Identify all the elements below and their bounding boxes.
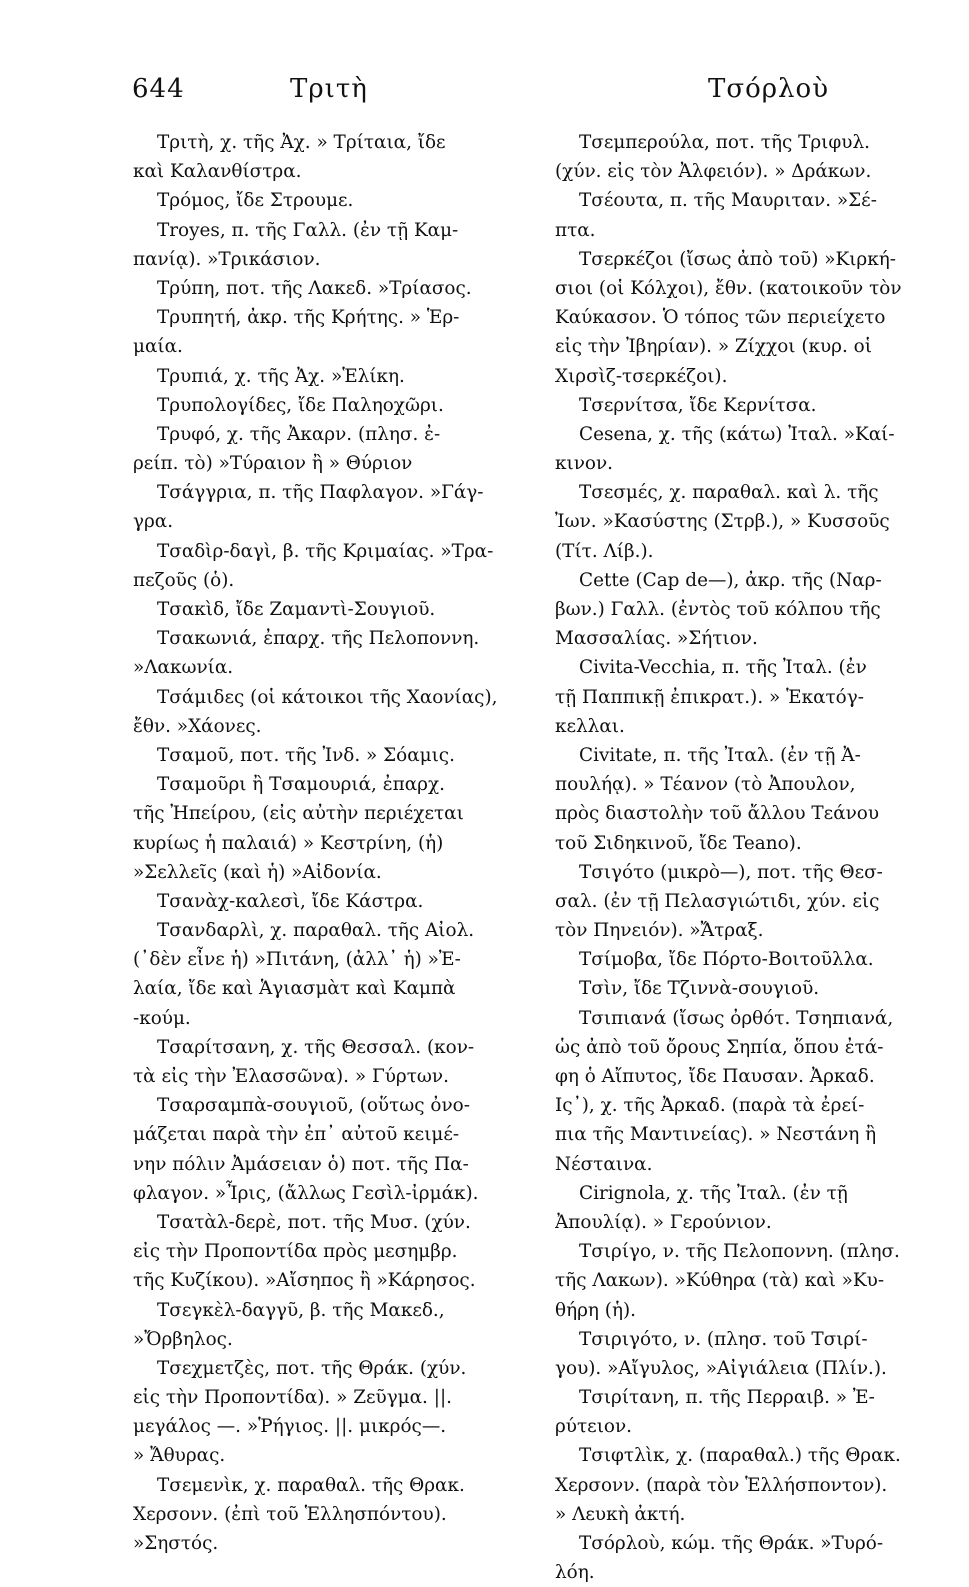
text-line: (Τίτ. Λίβ.). (555, 540, 654, 562)
text-line: Troyes, π. τῆς Γαλλ. (ἐν τῇ Καμ- (157, 219, 459, 241)
text-line: μάζεται παρὰ τὴν ἐπ᾽ αὐτοῦ κειμέ- (133, 1124, 460, 1146)
text-line: ρείπ. τὸ) »Τύραιον ἢ » Θύριον (133, 453, 413, 475)
text-line: πρὸς διαστολὴν τοῦ ἄλλου Τεάνου (555, 803, 880, 825)
text-line: Ις᾽), χ. τῆς Ἀρκαδ. (παρὰ τὰ ἐρεί- (555, 1095, 865, 1117)
text-line: » Ἄθυρας. (133, 1445, 226, 1467)
text-line: Τσεσμές, χ. παραθαλ. καὶ λ. τῆς (579, 482, 879, 504)
text-line: Τσίμοβα, ἴδε Πόρτο-Βοιτοῦλλα. (579, 949, 874, 971)
text-line: εἰς τὴν Ἰβηρίαν). » Ζίχχοι (κυρ. οἱ (555, 336, 872, 358)
text-line: καὶ Καλανθίστρα. (133, 161, 302, 183)
text-line: Τσεχμετζὲς, ποτ. τῆς Θράκ. (χύν. (157, 1357, 467, 1379)
text-line: τῆς Λακων). »Κύθηρα (τὰ) καὶ »Κυ- (555, 1270, 885, 1292)
text-line: εἰς τὴν Προποντίδα). » Ζεῦγμα. ||. (133, 1387, 452, 1409)
text-line: λαία, ἴδε καὶ Ἁγιασμὰτ καὶ Καμπὰ (133, 978, 456, 1000)
left-column (133, 128, 515, 1554)
text-line: τὸν Πηνειόν). »Ἄτραξ. (555, 920, 764, 942)
text-line: σιοι (οἱ Κόλχοι), ἔθν. (κατοικοῦν τὸν (555, 277, 902, 299)
text-line: τῆς Ἠπείρου, (εἰς αὐτὴν περιέχεται (133, 803, 464, 825)
text-line: θήρη (ἡ). (555, 1299, 636, 1321)
text-line: Τσατὰλ-δερὲ, ποτ. τῆς Μυσ. (χύν. (157, 1211, 471, 1233)
text-line: »Σελλεῖς (καὶ ἡ) »Αἰδονία. (133, 861, 382, 883)
text-line: Τρόμος, ἴδε Στρουμε. (157, 190, 354, 212)
text-line: Τσάμιδες (οἱ κάτοικοι τῆς Χαονίας), (157, 686, 498, 708)
text-line: Τσαμοῦρι ἢ Τσαμουριά, ἐπαρχ. (157, 774, 445, 796)
text-line: »Λακωνία. (133, 657, 234, 679)
text-line: -κούμ. (133, 1007, 191, 1029)
text-line: Τσάγγρια, π. τῆς Παφλαγον. »Γάγ- (157, 482, 484, 504)
text-line: Τρύπη, ποτ. τῆς Λακεδ. »Τρίασος. (157, 277, 472, 299)
text-line: βων.) Γαλλ. (ἐντὸς τοῦ κόλπου τῆς (555, 599, 881, 620)
text-line: νην πόλιν Ἀμάσειαν ὁ) ποτ. τῆς Πα- (133, 1153, 469, 1175)
text-line: Τριτὴ, χ. τῆς Ἀχ. » Τρίταια, ἴδε (157, 132, 446, 153)
text-line: Civitate, π. τῆς Ἰταλ. (ἐν τῇ Ἀ- (579, 744, 861, 766)
text-line: κελλαι. (555, 715, 625, 737)
text-line: Τσαρσαμπὰ-σουγιοῦ, (οὕτως ὀνο- (157, 1095, 470, 1117)
text-line: ἔθν. »Χάονες. (133, 715, 262, 737)
text-line: τὰ εἰς τὴν Ἐλασσῶνα). » Γύρτων. (133, 1066, 449, 1087)
text-line: Χιρσὶζ-τσερκέζοι). (555, 365, 728, 387)
text-line: Cette (Cap de—), ἀκρ. τῆς (Ναρ- (579, 569, 882, 591)
text-line: κινον. (555, 453, 613, 475)
text-line: Χερσονν. (ἐπὶ τοῦ Ἑλλησπόντου). (133, 1503, 447, 1525)
text-line: Τσερκέζοι (ἴσως ἀπὸ τοῦ) »Κιρκή- (579, 248, 896, 270)
text-line: Τσεμενὶκ, χ. παραθαλ. τῆς Θρακ. (157, 1474, 465, 1496)
text-line: μαία. (133, 336, 183, 358)
text-line: πουλήᾳ). » Τέανον (τὸ Ἀπουλον, (555, 774, 856, 796)
text-line: Cesena, χ. τῆς (κάτω) Ἰταλ. »Καί- (579, 423, 895, 445)
text-line: εἰς τὴν Προποντίδα πρὸς μεσημβρ. (133, 1241, 458, 1263)
text-line: Τρυπητή, ἀκρ. τῆς Κρήτης. » Ἑρ- (157, 307, 460, 329)
text-line: τῆς Κυζίκου). »Αἴσηπος ἢ »Κάρησος. (133, 1270, 476, 1292)
right-running-head: Τσόρλοὺ (708, 74, 829, 104)
left-running-head: Τριτὴ (290, 74, 368, 104)
text-line: Τσανδαρλὶ, χ. παραθαλ. τῆς Αἰολ. (157, 920, 475, 942)
running-header (120, 74, 829, 114)
text-line: λόη. (555, 1562, 595, 1584)
text-line: Καύκασον. Ὁ τόπος τῶν περιείχετο (555, 307, 886, 329)
text-line: σαλ. (ἐν τῇ Πελασγιώτιδι, χύν. εἰς (555, 890, 880, 912)
text-line: Τρυπιά, χ. τῆς Ἀχ. »Ἑλίκη. (157, 365, 405, 387)
text-line: κυρίως ἡ παλαιά) » Κεστρίνη, (ἡ) (133, 832, 444, 854)
text-line: Τσόρλοὺ, κώμ. τῆς Θράκ. »Τυρό- (579, 1533, 884, 1554)
text-line: Τσὶν, ἴδε Τζιννὰ-σουγιοῦ. (579, 978, 820, 1000)
text-line: »Σηστός. (133, 1533, 219, 1554)
text-line: Τσαμοῦ, ποτ. τῆς Ἰνδ. » Σόαμις. (157, 744, 455, 766)
text-line: πτα. (555, 219, 596, 241)
text-line: Τσιριγότο, ν. (πλησ. τοῦ Τσιρί- (579, 1328, 868, 1350)
text-line: »Ὄρβηλος. (133, 1328, 233, 1350)
text-line: γου). »Αἴγυλος, »Αἰγιάλεια (Πλίν.). (555, 1357, 887, 1379)
text-line: ὡς ἀπὸ τοῦ ὄρους Σηπία, ὅπου ἐτά- (555, 1036, 884, 1058)
text-line: Τσανὰχ-καλεσὶ, ἴδε Κάστρα. (157, 890, 424, 912)
text-line: πεζοῦς (ὁ). (133, 569, 235, 591)
text-line: Τρυφό, χ. τῆς Ἀκαρν. (πλησ. ἐ- (157, 423, 441, 445)
text-line: φλαγον. »Ἶρις, (ἄλλως Γεσὶλ-ἰρμάκ). (133, 1182, 479, 1204)
text-line: Τσακωνιά, ἐπαρχ. τῆς Πελοποννη. (157, 628, 480, 650)
text-line: Τσιφτλὶκ, χ. (παραθαλ.) τῆς Θρακ. (579, 1445, 901, 1467)
text-line: πια τῆς Μαντινείας). » Νεστάνη ἢ (555, 1124, 877, 1146)
text-line: μεγάλος —. »Ῥήγιος. ||. μικρός—. (133, 1416, 447, 1438)
text-line: ρύτειον. (555, 1416, 633, 1438)
text-line: πανίᾳ). »Τρικάσιον. (133, 248, 321, 270)
text-line: Τσερνίτσα, ἴδε Κερνίτσα. (579, 394, 817, 416)
text-line: Ἰων. »Κασύστης (Στρβ.), » Κυσσοῦς (555, 511, 890, 533)
text-line: γρα. (133, 511, 174, 533)
text-line: Νέσταινα. (555, 1153, 653, 1175)
text-line: Τρυπολογίδες, ἴδε Παληοχῶρι. (157, 394, 444, 416)
text-line: Χερσονν. (παρὰ τὸν Ἑλλήσποντον). (555, 1474, 888, 1496)
text-line: Τσαρίτσανη, χ. τῆς Θεσσαλ. (κον- (157, 1036, 475, 1058)
text-line: Τσιγότο (μικρὸ—), ποτ. τῆς Θεσ- (579, 861, 883, 883)
text-line: Τσιρίγο, ν. τῆς Πελοποννη. (πλησ. (579, 1241, 900, 1263)
text-line: Τσεγκὲλ-δαγγῦ, β. τῆς Μακεδ., (157, 1299, 445, 1321)
text-line: τοῦ Σιδηκινοῦ, ἴδε Teano). (555, 832, 802, 854)
text-line: φη ὁ Αἴπυτος, ἴδε Παυσαν. Ἀρκαδ. (555, 1066, 875, 1087)
right-column (555, 128, 927, 1584)
text-line: Civita-Vecchia, π. τῆς Ἰταλ. (ἐν (579, 657, 867, 679)
text-line: Τσέουτα, π. τῆς Μαυριταν. »Σέ- (579, 190, 877, 212)
text-line: Μασσαλίας. »Σήτιον. (555, 628, 758, 650)
text-line: Ἀπουλίᾳ). » Γερούνιον. (555, 1211, 772, 1233)
text-line: Cirignola, χ. τῆς Ἰταλ. (ἐν τῇ (579, 1182, 848, 1204)
text-line: Τσεμπερούλα, ποτ. τῆς Τριφυλ. (579, 132, 870, 153)
text-line: Τσακὶδ, ἴδε Ζαμαντὶ-Σουγιοῦ. (157, 599, 436, 620)
text-line: (χύν. εἰς τὸν Ἀλφειόν). » Δράκων. (555, 161, 872, 183)
text-line: » Λευκὴ ἀκτή. (555, 1503, 686, 1525)
text-line: Τσιρίτανη, π. τῆς Περραιβ. » Ἐ- (579, 1387, 875, 1409)
text-line: (᾿δὲν εἶνε ἡ) »Πιτάνη, (ἀλλ᾽ ἡ) »Ἐ- (133, 949, 461, 971)
text-line: τῇ Παππικῇ ἐπικρατ.). » Ἑκατόγ- (555, 686, 864, 708)
text-line: Τσαδὶρ-δαγὶ, β. τῆς Κριμαίας. »Τρα- (157, 540, 494, 562)
page-number: 644 (132, 74, 185, 104)
text-line: Τσιπιανά (ἴσως ὀρθότ. Τσηπιανά, (579, 1007, 894, 1029)
